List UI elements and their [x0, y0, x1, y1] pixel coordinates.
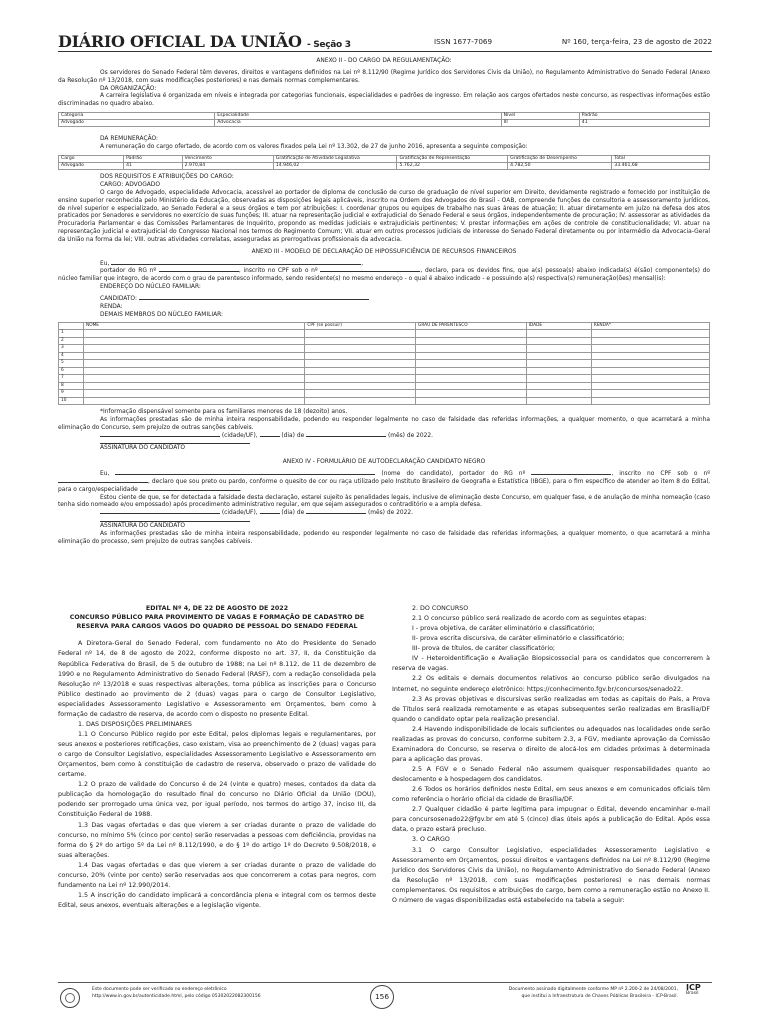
renda-label: RENDA:: [100, 303, 123, 310]
day-label: (dia) de: [281, 432, 305, 439]
table-cell: 33.461,68: [612, 163, 710, 170]
table-row: [59, 367, 710, 375]
table-header-row: [59, 113, 710, 120]
table-cell: [305, 330, 416, 338]
month-blank: [306, 513, 366, 514]
footer-verification: [92, 987, 261, 1001]
table-cell: Advocacia: [215, 120, 501, 127]
cpf-label: , inscrito no CPF sob o nº: [238, 268, 318, 275]
edital-paragraph: 1.4 Das vagas ofertadas e das que vierem a ser criadas durante o prazo de validade do concurso, 20% (vinte por cento) serão reservadas aos que concorrerem a cotas para negros, com fundamento na Lei nº 12.990/2014.: [58, 861, 376, 889]
table-cell: [415, 367, 526, 375]
table-cell: IDADE: [526, 322, 591, 330]
table-cell: 5.762,32: [397, 163, 508, 170]
city-blank: [100, 436, 220, 437]
table-cell: Advogado: [59, 120, 215, 127]
table-row: [59, 352, 710, 360]
table-cell: [591, 390, 709, 398]
city-label: (cidade/UF),: [221, 432, 258, 439]
day-blank: [260, 513, 280, 514]
table-cell: Nível: [501, 113, 579, 120]
org-text: A carreira legislativa é organizada em níveis e integrada por categorias funcionais, especialidades e padrões de ingresso. Em relação aos cargos ofertados neste concurso, as respectivas informações estão discriminadas no quadro abaixo.: [58, 93, 710, 108]
org-heading: DA ORGANIZAÇÃO:: [100, 85, 157, 92]
edital-paragraph: 1. DAS DISPOSIÇÕES PRELIMINARES: [78, 720, 192, 728]
edital-paragraph: 3.1 O cargo Consultor Legislativo, especialidades Assessoramento Legislativo e Assessoramento em Orçamentos, possui direitos e vantagens definidos na Lei nº 8.112/90 (Regime Jurídico dos Servidores Civis da União), no Regulamento Administrativo do Senado Federal (Anexo da Resolução nº 13/2018, com suas modificações posteriores) e nas demais normas complementares. Os requisitos e atribuições do cargo, bem como a remuneração estão no Anexo II. O número de vagas disponibilizadas está estabelecido na tabela a seguir:: [392, 846, 710, 904]
cargo-table: [58, 112, 710, 127]
table-cell: 4.782,50: [508, 163, 612, 170]
table-cell: [415, 382, 526, 390]
city-label: (cidade/UF),: [221, 510, 258, 517]
table-cell: [591, 382, 709, 390]
table-cell: NOME: [84, 322, 305, 330]
table-row: [59, 163, 710, 170]
signature-line: [100, 443, 250, 444]
table-cell: [84, 375, 305, 383]
anexo2-intro: Os servidores do Senado Federal têm deveres, direitos e vantagens definidos na Lei nº 8.112/90 (Regime Jurídico dos Servidores Civis da União), no Regulamento Administrativo do Senado Federal (Anexo da Resolução nº 13/2018, com suas modificações posteriores) e nas demais normas complementares.: [58, 69, 710, 84]
table-cell: [526, 390, 591, 398]
table-cell: 2: [59, 337, 84, 345]
icp-text: ICP: [686, 983, 701, 992]
table-cell: [305, 367, 416, 375]
table-cell: [591, 397, 709, 405]
edital-left-paragraphs: [58, 639, 376, 911]
edital-paragraph: 2.2 Os editais e demais documentos relativos ao concurso público serão divulgados na Internet, no seguinte endereço eletrônico: https://conhecimento.fgv.br/concursos/senado22.: [392, 675, 710, 693]
table-row: [59, 120, 710, 127]
table-cell: [415, 397, 526, 405]
edital-right-paragraphs: [392, 604, 710, 906]
candidato-blank: [139, 299, 369, 300]
table-cell: Especialidade: [215, 113, 501, 120]
table-cell: [591, 360, 709, 368]
footnote: *Informação dispensável somente para os familiares menores de 18 (dezoito) anos.: [100, 409, 348, 416]
rem-text: A remuneração do cargo ofertado, de acordo com os valores fixados pela Lei nº 13.302, de 27 de junho 2016, apresenta a seguinte composição:: [100, 144, 528, 151]
table-cell: [305, 397, 416, 405]
table-row: [59, 345, 710, 353]
table-cell: Vencimento: [182, 155, 273, 162]
cpf-blank: [58, 482, 148, 483]
signature-label: ASSINATURA DO CANDIDATO: [100, 523, 185, 530]
table-cell: [415, 337, 526, 345]
anexo3-responsibility: As informações prestadas são de minha inteira responsabilidade, podendo eu responder legalmente no caso de falsidade das referidas informações, a qualquer momento, o que acarretará a minha eliminação do Concurso, sem prejuízo de outras sanções cabíveis.: [58, 416, 710, 431]
edital-paragraph: I - prova objetiva, de caráter eliminatório e classificatório;: [412, 625, 595, 633]
edital-paragraph: III- prova de títulos, de caráter classificatório;: [412, 645, 556, 653]
month-label: (mês) de 2022.: [387, 432, 433, 439]
table-cell: [305, 352, 416, 360]
table-cell: Gratificação de Representação: [397, 155, 508, 162]
table-row: [59, 382, 710, 390]
edition-date: Nº 160, terça-feira, 23 de agosto de 2022: [561, 37, 712, 46]
footer-divider: [58, 982, 712, 983]
anexo3-eu-line: Eu, ,: [100, 260, 364, 267]
page-header: [58, 30, 712, 50]
table-header-row: [59, 322, 710, 330]
table-cell: [305, 375, 416, 383]
newspaper-title: [58, 31, 351, 52]
table-cell: Gratificação de Desempenho: [508, 155, 612, 162]
table-cell: 8: [59, 382, 84, 390]
day-label: (dia) de: [281, 510, 305, 517]
table-cell: [84, 390, 305, 398]
table-cell: Gratificação de Atividade Legislativa: [273, 155, 397, 162]
anexo3-signature: [58, 443, 710, 453]
edital-title-line: RESERVA PARA CARGOS VAGOS DO QUADRO DE PESSOAL DO SENADO FEDERAL: [76, 623, 358, 631]
edital-paragraph: 2.7 Qualquer cidadão é parte legítima para impugnar o Edital, devendo encaminhar e-mail para concursosenado22@fgv.br em até 5 (cinco) dias úteis após a publicação do Edital. Após essa data, o prazo estará precluso.: [392, 806, 710, 834]
icp-brasil-logo: [686, 984, 712, 997]
rg-label: portador do RG nº: [100, 268, 157, 275]
table-cell: [415, 352, 526, 360]
table-cell: [84, 367, 305, 375]
table-cell: [305, 390, 416, 398]
icp-sub-text: Brasil: [686, 991, 699, 996]
page-footer: [58, 982, 712, 1012]
table-cell: [415, 360, 526, 368]
anexo2-title: ANEXO II - DO CARGO DA REGULAMENTAÇÃO:: [316, 58, 452, 64]
anexo3-date-line: [58, 433, 710, 441]
anexo4-ciente: Estou ciente de que, se for detectada a falsidade desta declaração, estarei sujeito às penalidades legais, inclusive de eliminação deste Concurso, em qualquer fase, e de anulação de minha nomeação (caso tenha sido nomeado e/ou empossado) após procedimento administrativo regular, em que sejam assegurados o contraditório e a ampla defesa.: [58, 494, 710, 509]
table-row: [59, 397, 710, 405]
edital-paragraph: 2.1 O concurso público será realizado de acordo com as seguintes etapas:: [412, 615, 647, 623]
edital-paragraph: 2. DO CONCURSO: [412, 605, 469, 612]
table-cell: 41: [124, 163, 183, 170]
edital-paragraph: 1.3 Das vagas ofertadas e das que vierem a ser criadas durante o prazo de validade do concurso, no mínimo 5% (cinco por cento) serão reservadas a pessoas com deficiência, providas na forma do § 2º do artigo 5º da Lei nº 8.112/1990, e do § 1º do artigo 1º do Decreto 9.508/2018, e suas alterações.: [58, 821, 376, 859]
table-cell: Total: [612, 155, 710, 162]
footer-text: Este documento pode ser verificado no endereço eletrônico: [92, 987, 227, 992]
cargo-blank: [140, 490, 240, 491]
table-cell: [305, 382, 416, 390]
table-cell: [415, 330, 526, 338]
table-cell: [591, 345, 709, 353]
table-cell: [526, 330, 591, 338]
table-row: [59, 330, 710, 338]
edital-paragraph: 2.3 As provas objetivas e discursivas serão realizadas em todas as capitais do País, a Prova de Títulos será realizada remotamente e as etapas subsequentes serão realizadas em Brasília/DF quando o candidato optar pela realização presencial.: [392, 695, 710, 723]
req-heading: DOS REQUISITOS E ATRIBUIÇÕES DO CARGO:: [100, 174, 234, 181]
table-header-row: [59, 155, 710, 162]
table-cell: [305, 337, 416, 345]
remuneracao-table: [58, 155, 710, 170]
table-row: [59, 337, 710, 345]
section-label: - Seção 3: [306, 40, 351, 50]
table-cell: [526, 337, 591, 345]
candidato-line: [58, 296, 710, 304]
table-cell: 2.970,84: [182, 163, 273, 170]
table-cell: [84, 330, 305, 338]
table-cell: [305, 360, 416, 368]
table-cell: 9: [59, 390, 84, 398]
edital-paragraph: 2.4 Havendo indisponibilidade de locais suficientes ou adequados nas localidades onde serão realizadas as provas do concurso, conforme subitem 2.3, a FGV, mediante aprovação da Comissão Examinadora do Concurso, se reserva o direito de alocá-los em cidades próximas à determinada para a aplicação das provas.: [392, 725, 710, 763]
table-cell: [526, 352, 591, 360]
eu-label: Eu,: [100, 471, 110, 478]
name-blank: [115, 474, 375, 475]
table-cell: [305, 345, 416, 353]
edital-paragraph: 1.5 A inscrição do candidato implicará a concordância plena e integral com os termos deste Edital, seus anexos, eventuais alterações e a legislação vigente.: [58, 891, 376, 909]
table-cell: Padrão: [124, 155, 183, 162]
table-cell: [84, 337, 305, 345]
cpf-blank: [320, 271, 420, 272]
month-blank: [306, 436, 386, 437]
table-cell: 4: [59, 352, 84, 360]
edital-paragraph: 2.5 A FGV e o Senado Federal não assumem quaisquer responsabilidades quanto ao deslocamento e à hospedagem dos candidatos.: [392, 766, 710, 784]
anexo4-date-line: [58, 510, 710, 518]
edital-paragraph: II- prova escrita discursiva, de caráter eliminatório e classificatório;: [412, 635, 625, 643]
table-cell: [526, 367, 591, 375]
table-cell: [526, 397, 591, 405]
edital-title: [58, 604, 376, 631]
endereco-label: ENDEREÇO DO NÚCLEO FAMILIAR:: [100, 284, 201, 291]
edital-paragraph: 3. O CARGO: [412, 836, 450, 844]
annexes-section: [58, 58, 710, 547]
table-cell: 1: [59, 330, 84, 338]
footer-signature-note: [509, 987, 678, 1001]
table-cell: RENDA*: [591, 322, 709, 330]
table-cell: 5: [59, 360, 84, 368]
city-blank: [100, 513, 220, 514]
edital-paragraph: A Diretora-Geral do Senado Federal, com fundamento no Ato do Presidente do Senado Federal nº 14, de 8 de agosto de 2022, conforme disposto no art. 37, II, da Constituição da República Federativa do Brasil, de 5 de outubro de 1988; na Lei nº 8.112, de 11 de dezembro de 1990 e no Regulamento Administrativo do Senado Federal (RASF), com a redação consolidada pela Resolução nº 13/2018 e suas respectivas alterações, torna pública as inscrições para o Concurso Público destinado ao provimento de 2 (duas) vagas para o cargo de Consultor Legislativo, especialidades Assessoramento Legislativo e Assessoramento em Orçamentos, bem como à formação de cadastro de reserva, de acordo com o disposto no presente Edital.: [58, 640, 376, 718]
edital-title-line: CONCURSO PÚBLICO PARA PROVIMENTO DE VAGAS E FORMAÇÃO DE CADASTRO DE: [69, 614, 365, 622]
rg-label: (nome do candidato), portador do RG nº: [381, 471, 526, 478]
table-cell: 3: [59, 345, 84, 353]
table-cell: 6: [59, 367, 84, 375]
table-cell: Padrão: [579, 113, 709, 120]
anexo4-declaration: Eu, (nome do candidato), portador do RG nº , inscrito no CPF sob o nº , declaro que sou preto ou pardo, conforme o quesito de cor ou raça utilizado pelo Instituto Brasileiro de Geografia e Estatística (IBGE), para o fim específico de atender ao item 8 do Edital, para o cargo/especialidade .: [58, 471, 711, 493]
edital-left-column: [58, 604, 376, 911]
table-cell: [526, 345, 591, 353]
name-blank: [111, 264, 361, 265]
table-cell: [591, 352, 709, 360]
family-table: [58, 322, 710, 406]
table-cell: 10: [59, 397, 84, 405]
table-cell: [84, 360, 305, 368]
candidato-label: CANDIDATO:: [100, 296, 137, 302]
membros-label: DEMAIS MEMBROS DO NÚCLEO FAMILIAR:: [100, 311, 224, 318]
edital-title-line: EDITAL Nº 4, DE 22 DE AGOSTO DE 2022: [145, 605, 289, 612]
rem-heading: DA REMUNERAÇÃO:: [100, 136, 159, 143]
declaration-text: , declaro, para os devidos fins, que a(s) pessoa(s) abaixo indicada(s) é(são) componente(s) do núcleo familiar que integro, de acordo com o grau de parentesco informado, sendo residente(s) no mesmo endereço - o qual é abaixo indicado - e possuindo a(s) respectiva(s) remuneração(ões) mensal(is):: [58, 268, 710, 283]
edital-paragraph: 1.1 O Concurso Público regido por este Edital, pelos diplomas legais e regulamentares, por seus anexos e posteriores retificações, caso existam, visa ao preenchimento de 2 (duas) vagas para o cargo de Consultor Legislativo, especialidades Assessoramento Legislativo e Assessoramento em Orçamentos, bem como à constituição de cadastro de reserva, observado o prazo de validade do certame.: [58, 730, 376, 779]
signature-label: ASSINATURA DO CANDIDATO: [100, 445, 185, 452]
anexo3-title: ANEXO III - MODELO DE DECLARAÇÃO DE HIPOSSUFICIÊNCIA DE RECURSOS FINANCEIROS: [251, 248, 517, 255]
page-number: 156: [370, 985, 394, 1009]
month-label: (mês) de 2022.: [367, 510, 413, 517]
rg-blank: [531, 474, 611, 475]
table-cell: [415, 390, 526, 398]
table-cell: [591, 337, 709, 345]
eu-label: Eu,: [100, 260, 110, 267]
edital-paragraph: 1.2 O prazo de validade do Concurso é de 24 (vinte e quatro) meses, contados da data da publicação da homologação do resultado final do concurso no Diário Oficial da União (DOU), podendo ser prorrogado uma única vez, por igual período, nos termos do artigo 37, inciso III, da Constituição Federal de 1988.: [58, 781, 376, 819]
table-cell: 7: [59, 375, 84, 383]
footer-text: que institui a Infraestrutura de Chaves Públicas Brasileira - ICP-Brasil.: [521, 993, 678, 999]
anexo4-title: ANEXO IV - FORMULÁRIO DE AUTODECLARAÇÃO CANDIDATO NEGRO: [282, 459, 486, 466]
table-row: [59, 390, 710, 398]
anexo3-declaration: [58, 268, 710, 284]
table-cell: [526, 360, 591, 368]
table-row: [59, 375, 710, 383]
table-cell: [591, 330, 709, 338]
n-label: nº: [703, 471, 711, 478]
table-cell: [59, 322, 84, 330]
table-cell: 41: [579, 120, 709, 127]
req-text: O cargo de Advogado, especialidade Advocacia, acessível ao portador de diploma de conclusão de curso de graduação de nível superior em Direito, devidamente registrado e fornecido por instituição de ensino superior reconhecida pelo Ministério da Educação, observadas as disposições legais aplicáveis, inscrito na Ordem dos Advogados do Brasil - OAB, compreende funções de consultoria e assessoramento jurídicos, de nível superior e especializado, ao Senado Federal e a seus órgãos e tem por atribuições: I. coordenar grupos ou equipes de trabalho nas suas áreas de atuação; II. atuar diretamente em juízo na defesa dos atos praticados por Senadores e servidores no exercício de suas funções; III. atuar na representação judicial e extrajudicial do Senado Federal e seus órgãos, independentemente de procuração; IV. assessorar as atividades da Procuradoria Parlamentar e das Comissões Parlamentares de Inquérito, propondo as medidas judiciais e extrajudiciais pertinentes; V. prestar informações em ações de controle de constitucionalidade; VI. atuar na representação judicial e extrajudicial do Congresso Nacional nos termos do Regimento Comum; VII. atuar em outros processos judiciais de interesse do Senado Federal diretamente ou por intermédio da Advocacia-Geral da União na forma da lei; VIII. outras atividades correlatas, asseguradas as prerrogativas profissionais da advocacia.: [58, 189, 710, 243]
national-seal-icon: [60, 988, 80, 1008]
req-subheading: CARGO: ADVOGADO: [100, 182, 160, 189]
issn: ISSN 1677-7069: [434, 37, 493, 46]
table-cell: GRAU DE PARENTESCO: [415, 322, 526, 330]
signature-line: [100, 521, 250, 522]
table-cell: III: [501, 120, 579, 127]
day-blank: [260, 436, 280, 437]
table-cell: [591, 367, 709, 375]
header-divider: [58, 51, 712, 52]
edital-paragraph: 2.6 Todos os horários definidos neste Edital, em seus anexos e em comunicados oficiais têm como referência o horário oficial da cidade de Brasília/DF.: [392, 786, 710, 804]
table-cell: [84, 352, 305, 360]
table-cell: CPF (se possuir): [305, 322, 416, 330]
table-cell: Cargo: [59, 155, 124, 162]
anexo4-signature: [58, 521, 710, 531]
cpf-label: , inscrito no CPF sob o: [611, 471, 698, 478]
table-cell: [415, 345, 526, 353]
table-cell: [84, 382, 305, 390]
rg-blank: [159, 271, 239, 272]
edital-right-column: [392, 604, 710, 906]
table-cell: [591, 375, 709, 383]
table-cell: Categoria: [59, 113, 215, 120]
declaration-text: , declaro que sou preto ou pardo, conforme o quesito de cor ou raça utilizado pelo Instituto Brasileiro de Geografia e Estatística (IBGE), para o fim específico de atender ao item 8 do Edital, para o cargo/especialidade: [58, 478, 710, 493]
title-text: DIÁRIO OFICIAL DA UNIÃO: [58, 32, 302, 51]
table-cell: 14.946,02: [273, 163, 397, 170]
table-cell: [84, 345, 305, 353]
table-cell: [415, 375, 526, 383]
table-cell: [526, 382, 591, 390]
table-row: [59, 360, 710, 368]
family-rows: [59, 330, 710, 405]
table-cell: Advogado: [59, 163, 124, 170]
footer-link[interactable]: http://www.in.gov.br/autenticidade.html, pelo código 05302022082300156: [92, 993, 261, 999]
footer-text: Documento assinado digitalmente conforme MP nº 2.200-2 de 24/08/2001,: [508, 987, 678, 992]
anexo4-responsibility: As informações prestadas são de minha inteira responsabilidade, podendo eu responder legalmente no caso de falsidade das referidas informações, a qualquer momento, o que acarretará a minha eliminação do processo, sem prejuízo de outras sanções cabíveis.: [58, 531, 710, 545]
edital-paragraph: IV - Heteroidentificação e Avaliação Biopsicossocial para os candidatos que concorrerem à reserva de vagas.: [392, 655, 710, 673]
table-cell: [84, 397, 305, 405]
table-cell: [526, 375, 591, 383]
